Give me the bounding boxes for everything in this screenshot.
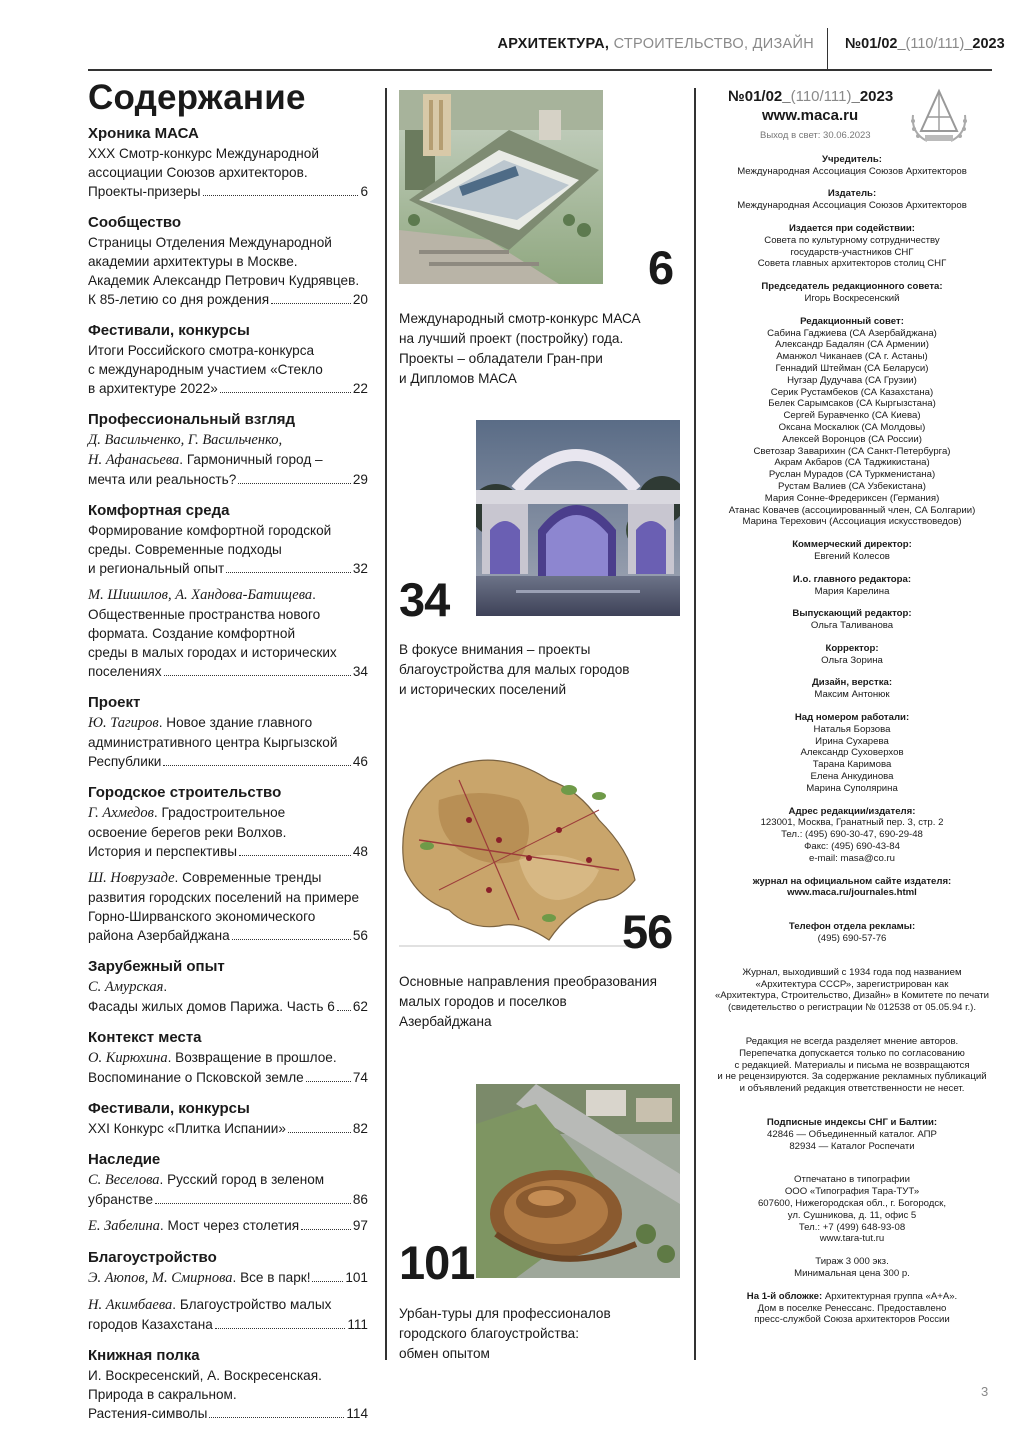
toc-entry[interactable]: И. Воскресенский, А. Воскресенская. Природа в сакральном. Растения-символы 114 (88, 1368, 368, 1421)
section-heading: Комфортная среда (88, 502, 230, 519)
section-heading: Проект (88, 694, 141, 711)
toc-entry[interactable]: Страницы Отделения Международной академии архитектуры в Москве. Академик Александр Петрович Кудрявцев. К 85-летию со дня рождения 20 (88, 235, 368, 307)
section-heading: Контекст места (88, 1029, 202, 1046)
feature-image-region-map (399, 750, 639, 950)
founder-block: Учредитель: Международная Ассоциация Союзов Архитекторов (737, 153, 967, 177)
table-of-contents (88, 78, 368, 1435)
toc-entry[interactable]: XXX Смотр-конкурс Международной ассоциации Союзов архитекторов. Проекты-призеры 6 (88, 146, 368, 199)
toc-entry[interactable]: XXI Конкурс «Плитка Испании» 82 (88, 1121, 368, 1136)
toc-entry[interactable]: Ш. Новрузаде. Современные тренды развития городских поселений на примере Горно-Ширванского экономического района Азербайджана 56 (88, 870, 368, 943)
toc-section (88, 1346, 368, 1423)
section-heading: Зарубежный опыт (88, 958, 225, 975)
subscription-block: Подписные индексы СНГ и Балтии: 42846 — Объединенный каталог. АПР 82934 — Каталог Роспечати (766, 1117, 938, 1152)
page-ref: 101 (345, 1270, 368, 1285)
release-date: Выход в свет: 30.06.2023 (760, 130, 871, 141)
section-heading: Фестивали, конкурсы (88, 322, 250, 339)
issuing-editor-block: Выпускающий редактор: Ольга Таливанова (792, 608, 912, 632)
toc-entry[interactable]: О. Кирюхина. Возвращение в прошлое. Воспоминание о Псковской земле 74 (88, 1050, 368, 1085)
section-heading: Благоустройство (88, 1249, 217, 1266)
page-ref: 29 (352, 472, 368, 487)
design-block: Дизайн, верстка: Максим Антонюк (811, 677, 893, 701)
feature-caption[interactable]: Международный смотр-конкурс МАСА на лучший проект (постройку) года. Проекты – обладатели Гран-при и Дипломов МАСА (399, 311, 641, 386)
column-divider-left (385, 88, 387, 1360)
toc-section (88, 410, 368, 489)
toc-section (88, 1248, 368, 1334)
feature-page-number: 34 (399, 573, 450, 626)
feature-page-number: 6 (648, 241, 674, 294)
page-ref: 56 (352, 928, 368, 943)
feature-image-wooden-park (476, 1084, 680, 1278)
section-heading: Сообщество (88, 214, 182, 231)
toc-entry[interactable]: М. Шишилов, А. Хандова-Батищева. Общественные пространства нового формата. Создание комфортной среды в малых городах и исторических поселениях 34 (88, 587, 368, 679)
page-ref: 48 (352, 844, 368, 859)
section-heading: Наследие (88, 1151, 161, 1168)
page-ref: 20 (352, 292, 368, 307)
support-block: Издается при содействии: Совета по культурному сотрудничеству государств-участников СНГ Совета главных архитекторов столиц СНГ (757, 222, 947, 270)
toc-section (88, 957, 368, 1016)
magazine-title: АРХИТЕКТУРА, СТРОИТЕЛЬСТВО, ДИЗАЙН (497, 36, 814, 52)
history-block: Журнал, выходивший с 1934 года под названием «Архитектура СССР», зарегистрирован как «Архитектура, Строительство, Дизайн» в Комитете по печати (свидетельство о регистрации № 012538 от 05.05.94 г.). (714, 966, 990, 1014)
page-ref: 34 (352, 664, 368, 679)
toc-section (88, 693, 368, 771)
toc-entry[interactable]: С. Веселова. Русский город в зеленом убранстве 86 (88, 1172, 368, 1207)
printer-link[interactable]: www.tara-tut.ru (819, 1233, 885, 1245)
print-run-block: Тираж 3 000 экз. Минимальная цена 300 р. (794, 1256, 910, 1279)
section-heading: Фестивали, конкурсы (88, 1100, 250, 1117)
issue-number: №01/02_(110/111)_2023 (845, 36, 1005, 52)
chair-block: Председатель редакционного совета: Игорь Воскресенский (761, 281, 943, 304)
toc-section (88, 124, 368, 201)
toc-section (88, 1150, 368, 1236)
header-rule (88, 69, 992, 71)
page-ref: 74 (352, 1070, 368, 1085)
section-heading: Книжная полка (88, 1347, 200, 1364)
page-ref: 22 (352, 381, 368, 396)
page-ref: 6 (360, 184, 368, 199)
page-ref: 46 (352, 754, 368, 769)
toc-entry[interactable]: Д. Васильченко, Г. Васильченко, Н. Афанасьева. Гармоничный город – мечта или реальность? 29 (88, 432, 368, 487)
toc-section (88, 1099, 368, 1138)
feature-image-arch-gate (476, 420, 680, 616)
toc-section (88, 321, 368, 398)
page-ref: 62 (352, 999, 368, 1014)
toc-title: Содержание (88, 78, 306, 117)
corrector-block: Корректор: Ольга Зорина (821, 642, 883, 666)
email-link[interactable]: e-mail: masa@co.ru (809, 852, 895, 864)
toc-entry[interactable]: Г. Ахмедов. Градостроительное освоение берегов реки Волхов. История и перспективы 48 (88, 805, 368, 859)
feature-caption[interactable]: Основные направления преобразования малых городов и поселков Азербайджана (399, 974, 657, 1029)
page-number: 3 (981, 1384, 989, 1399)
toc-entry[interactable]: Е. Забелина. Мост через столетия 97 (88, 1218, 368, 1234)
commercial-block: Коммерческий директор: Евгений Колесов (792, 539, 912, 562)
header-separator (827, 28, 828, 70)
journal-link[interactable]: www.maca.ru/journales.html (787, 887, 917, 899)
toc-section (88, 213, 368, 309)
toc-section (88, 783, 368, 945)
toc-entry[interactable]: Ю. Тагиров. Новое здание главного административного центра Кыргызской Республики 46 (88, 715, 368, 769)
page-ref: 97 (352, 1218, 368, 1233)
editorial-board: Редакционный совет: Сабина Гаджиева (СА Азербайджана) Александр Бадалян (СА Армении) Аманжол Чиканаев (СА г. Астаны) Геннадий Штейман (СА Беларуси) Нугзар Дудучава (СА Грузии) Серик Рустамбеков (СА Казахстана) Белек Сарымсаков (СА Кыргызстана) Сергей Буравченко (СА Киева) Оксана Москалюк (СА Молдовы) Алексей Воронцов (СА России) Светозар Заварихин (СА Санкт-Петербурга) Акрам Акбаров (СА Таджикистана) Руслан Мурадов (СА Туркменистана) Рустам Валиев (СА Узбекистана) Мария Сонне-Фредериксен (Германия) Атанас Ковачев (ассоциированный член, СА Болгарии) Марина Терехович (Ассоциация искусствоведов) (728, 315, 976, 528)
feature-image-aerial-complex (399, 90, 603, 284)
page-ref: 82 (352, 1121, 368, 1136)
page-ref: 111 (347, 1317, 368, 1332)
toc-entry[interactable]: С. Амурская. Фасады жилых домов Парижа. Часть 6 62 (88, 979, 368, 1014)
journal-site-block: журнал на официальном сайте издателя: www.maca.ru/journales.html (712, 876, 992, 900)
feature-caption[interactable]: В фокусе внимания – проекты благоустройства для малых городов и исторических поселений (399, 642, 630, 697)
colophon (712, 88, 992, 1337)
toc-entry[interactable]: Э. Аюпов, М. Смирнова. Все в парк! 101 (88, 1270, 368, 1286)
page-ref: 32 (352, 561, 368, 576)
cover-block: На 1-й обложке: Архитектурная группа «А+А». Дом в поселке Ренессанс. Предоставлено пресс-службой Союза архитекторов России (746, 1290, 958, 1326)
chief-editor-block: И.о. главного редактора: Мария Карелина (792, 573, 912, 597)
toc-entry[interactable]: Итоги Российского смотра-конкурса с международным участием «Стекло в архитектуре 2022» 22 (88, 343, 368, 396)
feature-page-number: 56 (622, 905, 673, 958)
section-heading: Хроника МАСА (88, 125, 199, 142)
column-divider-right (694, 88, 696, 1360)
toc-section (88, 501, 368, 681)
address-block: Адрес редакции/издателя: 123001, Москва, Гранатный пер. 3, стр. 2 Тел.: (495) 690-30-47, 690-29-48 Факс: (495) 690-43-84 e-mail: masa@co.ru (712, 806, 992, 865)
website-link[interactable]: www.maca.ru (762, 107, 859, 124)
toc-section (88, 1028, 368, 1087)
disclaimer-block: Редакция не всегда разделяет мнение авторов. Перепечатка допускается только по согласованию с редакцией. Материалы и письма не возвращаются и не рецензируются. За содержание рекламных публикаций и объявлений редакция ответственности не несет. (717, 1036, 987, 1095)
toc-entry[interactable]: Формирование комфортной городской среды. Современные подходы и региональный опыт 32 (88, 523, 368, 576)
section-heading: Профессиональный взгляд (88, 411, 296, 428)
page-ref: 114 (346, 1406, 368, 1421)
worked-block: Над номером работали: Наталья Борзова Ирина Сухарева Александр Суховерхов Тарана Каримова Елена Анкудинова Марина Суполярина (794, 712, 910, 794)
toc-entry[interactable]: Н. Акимбаева. Благоустройство малых городов Казахстана 111 (88, 1297, 368, 1332)
colophon-issue: №01/02_(110/111)_2023 (728, 88, 894, 105)
publisher-block: Издатель: Международная Ассоциация Союзов Архитекторов (737, 188, 967, 212)
page-ref: 86 (352, 1192, 368, 1207)
feature-page-number: 101 (399, 1236, 475, 1289)
printing-block: Отпечатано в типографии ООО «Типография Тара-ТУТ» 607600, Нижегородская обл., г. Богородск, ул. Сушникова, д. 11, офис 5 Тел.: +7 (499) 648-93-08 www.tara-tut.ru (712, 1174, 992, 1245)
ads-block: Телефон отдела рекламы: (495) 690-57-76 (788, 921, 916, 945)
section-heading: Городское строительство (88, 784, 282, 801)
feature-caption[interactable]: Урбан-туры для профессионалов городского благоустройства: обмен опытом (399, 1306, 611, 1361)
